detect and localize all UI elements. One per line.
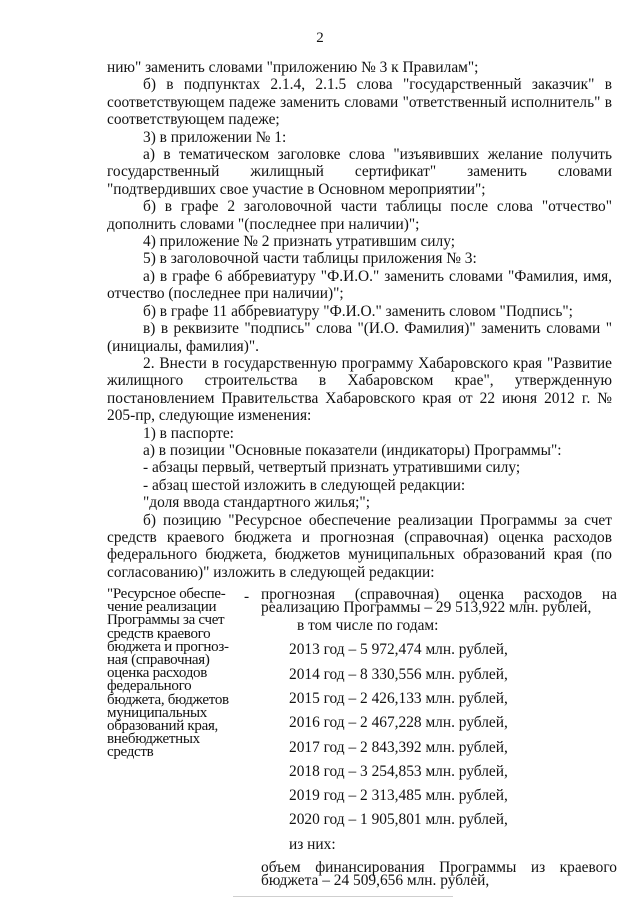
bottom-rule (233, 896, 453, 897)
table-left-line: муниципальных (107, 704, 207, 721)
table-left-line: оценка расходов (107, 665, 208, 682)
table-left-line: "Ресурсное обеспе- (107, 586, 226, 602)
table-dash: - (244, 588, 250, 605)
table-left-line: ная (справочная) (107, 652, 210, 669)
table-left-line: чение реализации (107, 599, 217, 616)
table-left-line: бюджета, бюджетов (107, 691, 229, 708)
paragraph: б) в графе 2 заголовочной части таблицы после слова "отчество" дополнить словами "(последнее при наличии)"; (107, 198, 612, 233)
year-amount: 2013 год – 5 972,474 млн. рублей, (289, 641, 508, 659)
year-amount: 2019 год – 2 313,485 млн. рублей, (289, 787, 508, 805)
table-left-line: образований края, (107, 718, 218, 735)
paragraph: б) в графе 11 аббревиатуру "Ф.И.О." заменить словом "Подпись"; (143, 302, 573, 320)
table-right-column (261, 588, 617, 887)
paragraph: 1) в паспорте: (143, 424, 234, 442)
table-left-line: внебюджетных (107, 731, 200, 748)
table-regional-budget: объем финансирования Программы из краевого бюджета – 24 509,656 млн. рублей, (261, 858, 617, 889)
paragraph: а) в позиции "Основные показатели (индикаторы) Программы": (143, 441, 562, 459)
page-number: 2 (316, 30, 324, 46)
year-amount: 2017 год – 2 843,392 млн. рублей, (289, 738, 508, 756)
paragraph: "доля ввода стандартного жилья;"; (143, 494, 370, 512)
table-of-them-label: из них: (289, 835, 336, 853)
paragraph: - абзац шестой изложить в следующей редакции: (143, 476, 466, 494)
table-intro: прогнозная (справочная) оценка расходов на реализацию Программы – 29 513,922 млн. рублей, (261, 586, 617, 617)
table-left-line: средств краевого (107, 625, 211, 642)
paragraph: а) в тематическом заголовке слова "изъявивших желание получить государственный жилищный сертификат" заменить словами "подтвердивших свое участие в Основном мероприятии"; (107, 146, 612, 198)
year-amount: 2014 год – 8 330,556 млн. рублей, (289, 665, 508, 683)
table-left-line: бюджета и прогноз- (107, 638, 229, 655)
year-amount: 2016 год – 2 467,228 млн. рублей, (289, 714, 508, 732)
paragraph: - абзацы первый, четвертый признать утратившими силу; (143, 459, 521, 477)
year-amount: 2020 год – 1 905,801 млн. рублей, (289, 811, 508, 829)
paragraph: нию" заменить словами "приложению № 3 к Правилам"; (107, 59, 479, 76)
table-years-list (261, 638, 617, 832)
paragraph: 5) в заголовочной части таблицы приложения № 3: (143, 250, 477, 268)
paragraph: 4) приложение № 2 признать утратившим силу; (143, 233, 455, 251)
paragraph: 3) в приложении № 1: (143, 128, 287, 146)
paragraph: б) позицию "Ресурсное обеспечение реализации Программы за счет средств краевого бюджета и прогнозная (справочная) оценка расходов федерального бюджета, бюджетов муниципальных образований края (по согласованию)" изложить в следующей редакции: (107, 511, 612, 581)
paragraph: в) в реквизите "подпись" слова "(И.О. Фамилия)" заменить словами "(инициалы, фамилия)". (107, 320, 612, 355)
table-left-line: средств (107, 744, 154, 761)
table-left-column (107, 588, 237, 760)
paragraph: б) в подпунктах 2.1.4, 2.1.5 слова "государственный заказчик" в соответствующем падеже заменить словами "ответственный исполнитель" в соответствующем падеже; (107, 76, 612, 129)
table-left-line: Программы за счет (107, 612, 225, 629)
table-years-label: в том числе по годам: (297, 617, 439, 635)
document-body (107, 59, 612, 581)
paragraph: 2. Внести в государственную программу Хабаровского края "Развитие жилищного строительства в Хабаровском крае", утвержденную постановлением Правительства Хабаровского края от 22 июня 2012 г. № 205-пр, следующие изменения: (107, 354, 612, 425)
paragraph: а) в графе 6 аббревиатуру "Ф.И.О." заменить словами "Фамилия, имя, отчество (последнее при наличии)"; (107, 267, 612, 303)
year-amount: 2015 год – 2 426,133 млн. рублей, (289, 690, 508, 707)
table-left-line: федерального (107, 678, 192, 695)
year-amount: 2018 год – 3 254,853 млн. рублей, (289, 762, 508, 780)
